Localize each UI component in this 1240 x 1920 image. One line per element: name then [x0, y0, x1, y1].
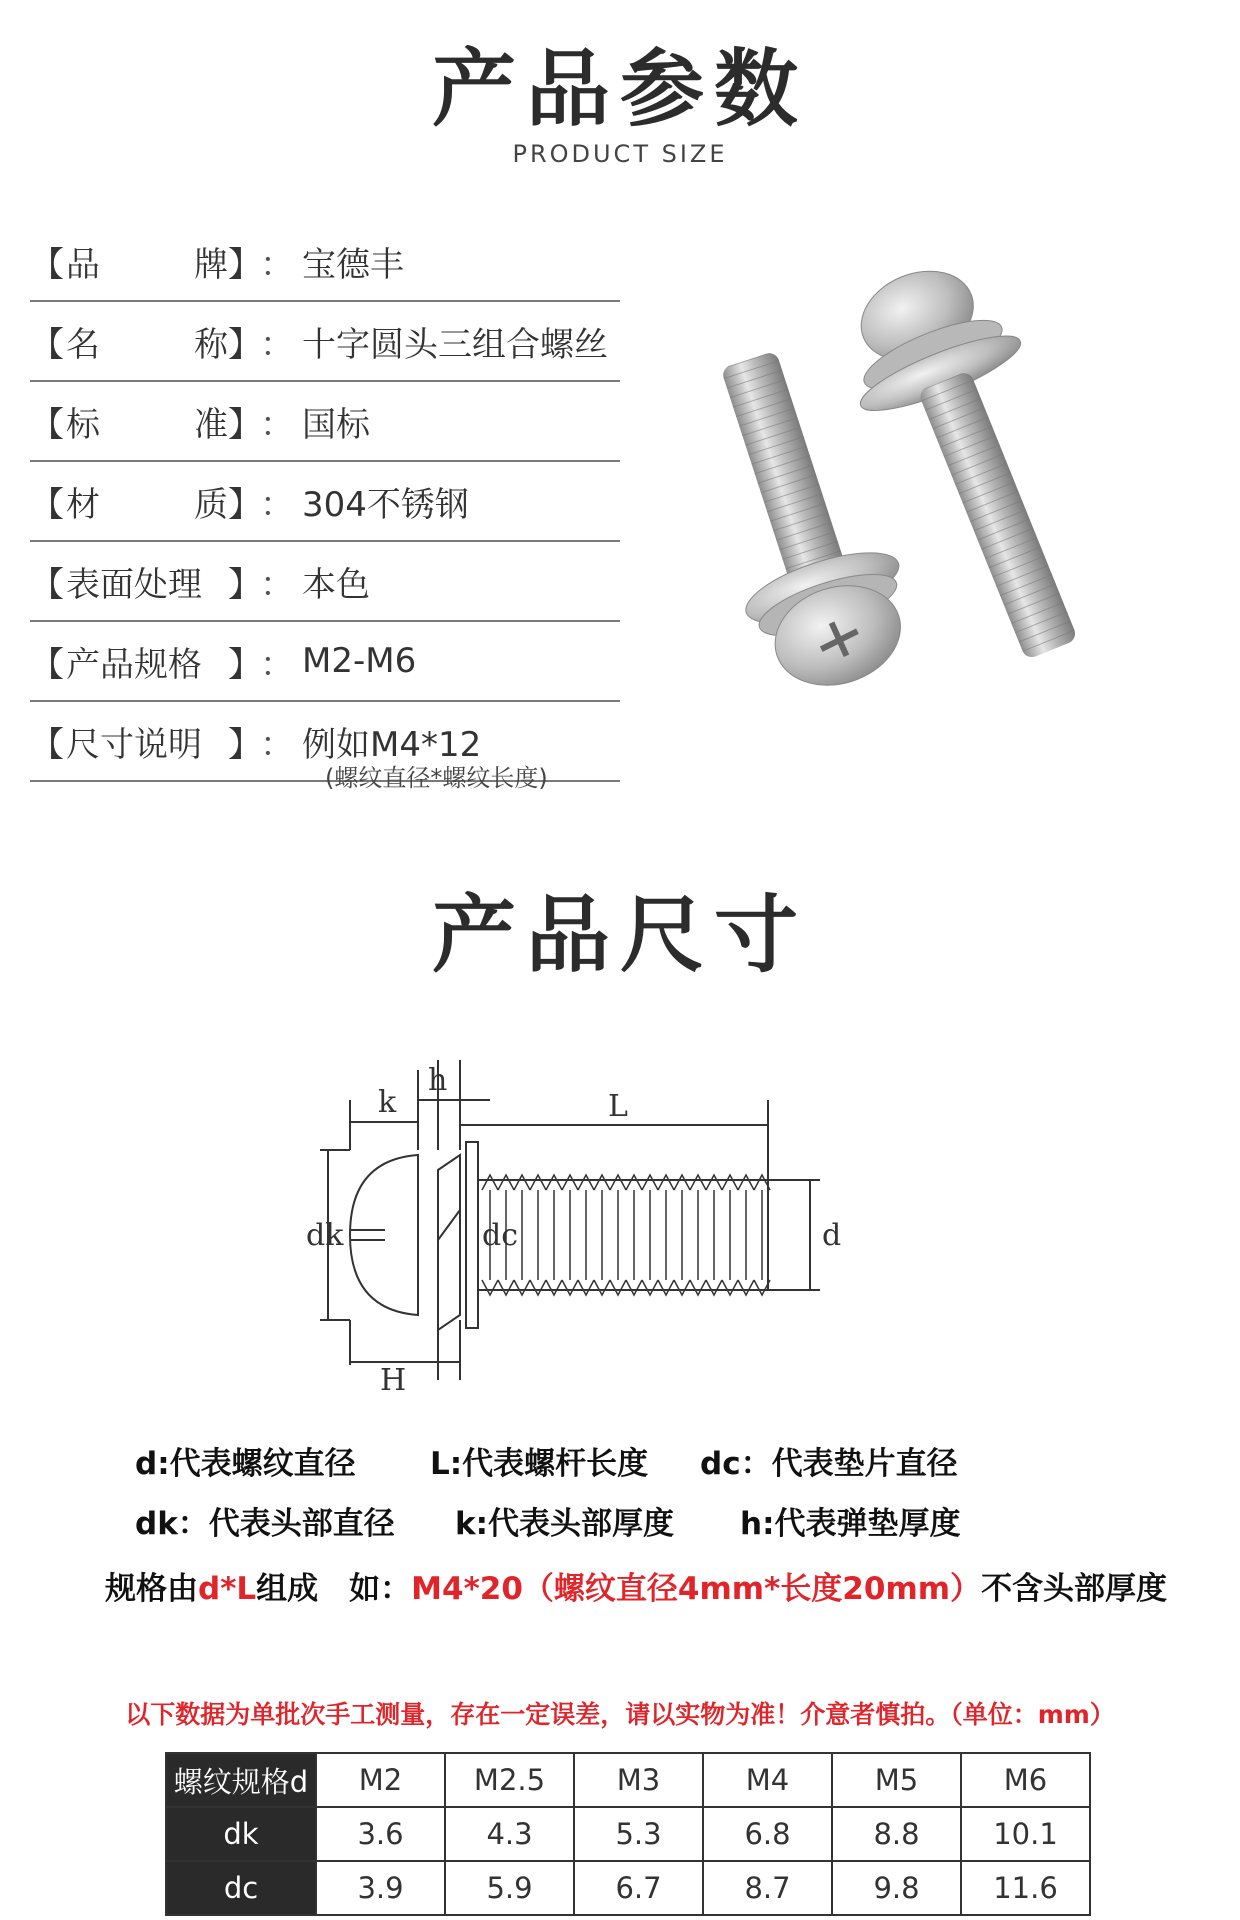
- param-key-char: 牌: [194, 244, 228, 285]
- param-key: [66, 557, 228, 606]
- bracket-right: 】: [228, 324, 262, 365]
- param-value: 例如M4*12: [302, 724, 482, 765]
- param-key-char: 表面处理: [66, 564, 202, 605]
- param-row: [30, 462, 620, 542]
- spec-part2: d*L: [198, 1571, 257, 1607]
- label-k: k: [378, 1085, 397, 1120]
- param-colon: ：: [260, 324, 294, 365]
- table-header-row: [166, 1753, 1090, 1807]
- bracket-left: 【: [30, 724, 64, 765]
- table-cell: 5.3: [574, 1807, 703, 1861]
- params-list: [30, 222, 620, 782]
- size-cell: M6: [961, 1753, 1090, 1807]
- param-value: 304不锈钢: [302, 484, 469, 525]
- size-cell: M5: [832, 1753, 961, 1807]
- label-L: L: [608, 1089, 628, 1124]
- param-key: [66, 717, 228, 766]
- size-table: [165, 1752, 1091, 1916]
- label-h: h: [428, 1063, 448, 1098]
- table-cell: 11.6: [961, 1861, 1090, 1915]
- params-subtitle: PRODUCT SIZE: [512, 140, 728, 168]
- param-key-char: 准: [194, 404, 228, 445]
- table-cell: 6.7: [574, 1861, 703, 1915]
- table-cell: 4.3: [445, 1807, 574, 1861]
- param-value: 本色: [302, 564, 370, 605]
- param-colon: ：: [260, 644, 294, 685]
- param-row: [30, 382, 620, 462]
- table-cell: 3.9: [316, 1861, 445, 1915]
- table-cell: 3.6: [316, 1807, 445, 1861]
- table-cell: 9.8: [832, 1861, 961, 1915]
- size-cell: M2.5: [445, 1753, 574, 1807]
- size-title: 产品尺寸: [431, 886, 808, 984]
- bracket-right: 】: [228, 244, 262, 285]
- screw-photo: [690, 290, 1190, 770]
- table-row: [166, 1807, 1090, 1861]
- legend-dk: dk：代表头部直径: [135, 1506, 395, 1542]
- table-cell: 6.8: [703, 1807, 832, 1861]
- param-key-char: 品: [66, 244, 100, 285]
- legend-L: L:代表螺杆长度: [430, 1446, 649, 1482]
- table-cell: 8.7: [703, 1861, 832, 1915]
- param-value: M2-M6: [302, 641, 417, 681]
- params-title: 产品参数: [431, 40, 808, 138]
- measurement-warning: 以下数据为单批次手工测量，存在一定误差，请以实物为准！介意者慎拍。（单位：mm）: [125, 1700, 1115, 1729]
- label-H: H: [380, 1363, 407, 1398]
- bracket-left: 【: [30, 404, 64, 445]
- spec-part5: 不含头部厚度: [981, 1571, 1168, 1607]
- param-value: 宝德丰: [302, 244, 404, 285]
- size-cell: M3: [574, 1753, 703, 1807]
- screw-dimension-diagram: [306, 1040, 990, 1400]
- param-key: [66, 477, 228, 526]
- param-row: [30, 542, 620, 622]
- param-key-char: 标: [66, 404, 100, 445]
- param-key-char: 材: [66, 484, 100, 525]
- param-key-char: 质: [194, 484, 228, 525]
- param-value: 十字圆头三组合螺丝: [302, 324, 608, 365]
- bracket-left: 【: [30, 244, 64, 285]
- legend-h: h:代表弹垫厚度: [740, 1506, 961, 1542]
- size-cell: M4: [703, 1753, 832, 1807]
- row-label-dc: dc: [166, 1861, 316, 1915]
- param-key: [66, 237, 228, 286]
- bracket-right: 】: [228, 404, 262, 445]
- label-d: d: [822, 1218, 842, 1253]
- spec-explanation: [105, 1563, 1167, 1608]
- label-dk: dk: [306, 1218, 344, 1253]
- table-header-label: 螺纹规格d: [166, 1753, 316, 1807]
- param-key-char: 尺寸说明: [66, 724, 202, 765]
- bracket-left: 【: [30, 484, 64, 525]
- bracket-right: 】: [228, 564, 262, 605]
- legend-k: k:代表头部厚度: [455, 1506, 675, 1542]
- legend-dc: dc：代表垫片直径: [700, 1446, 958, 1482]
- param-colon: ：: [260, 724, 294, 765]
- param-key: [66, 637, 228, 686]
- param-colon: ：: [260, 564, 294, 605]
- table-cell: 5.9: [445, 1861, 574, 1915]
- bracket-left: 【: [30, 644, 64, 685]
- param-row: [30, 222, 620, 302]
- param-row: [30, 302, 620, 382]
- param-row: [30, 622, 620, 702]
- param-key-char: 名: [66, 324, 100, 365]
- size-cell: M2: [316, 1753, 445, 1807]
- spec-part1: 规格由: [105, 1571, 198, 1607]
- param-colon: ：: [260, 484, 294, 525]
- row-label-dk: dk: [166, 1807, 316, 1861]
- table-row: [166, 1861, 1090, 1915]
- bracket-left: 【: [30, 324, 64, 365]
- bracket-right: 】: [228, 644, 262, 685]
- param-key-char: 称: [194, 324, 228, 365]
- legend-d: d:代表螺纹直径: [135, 1446, 356, 1482]
- spec-part3: 组成 如：: [256, 1571, 412, 1607]
- param-key-char: 产品规格: [66, 644, 202, 685]
- table-cell: 10.1: [961, 1807, 1090, 1861]
- spec-part4: M4*20（螺纹直径4mm*长度20mm）: [411, 1571, 982, 1607]
- param-note: (螺纹直径*螺纹长度): [325, 764, 548, 792]
- param-key: [66, 397, 228, 446]
- bracket-right: 】: [228, 724, 262, 765]
- table-cell: 8.8: [832, 1807, 961, 1861]
- param-key: [66, 317, 228, 366]
- bracket-right: 】: [228, 484, 262, 525]
- param-value: 国标: [302, 404, 370, 445]
- param-colon: ：: [260, 404, 294, 445]
- param-colon: ：: [260, 244, 294, 285]
- label-dc: dc: [482, 1218, 519, 1253]
- bracket-left: 【: [30, 564, 64, 605]
